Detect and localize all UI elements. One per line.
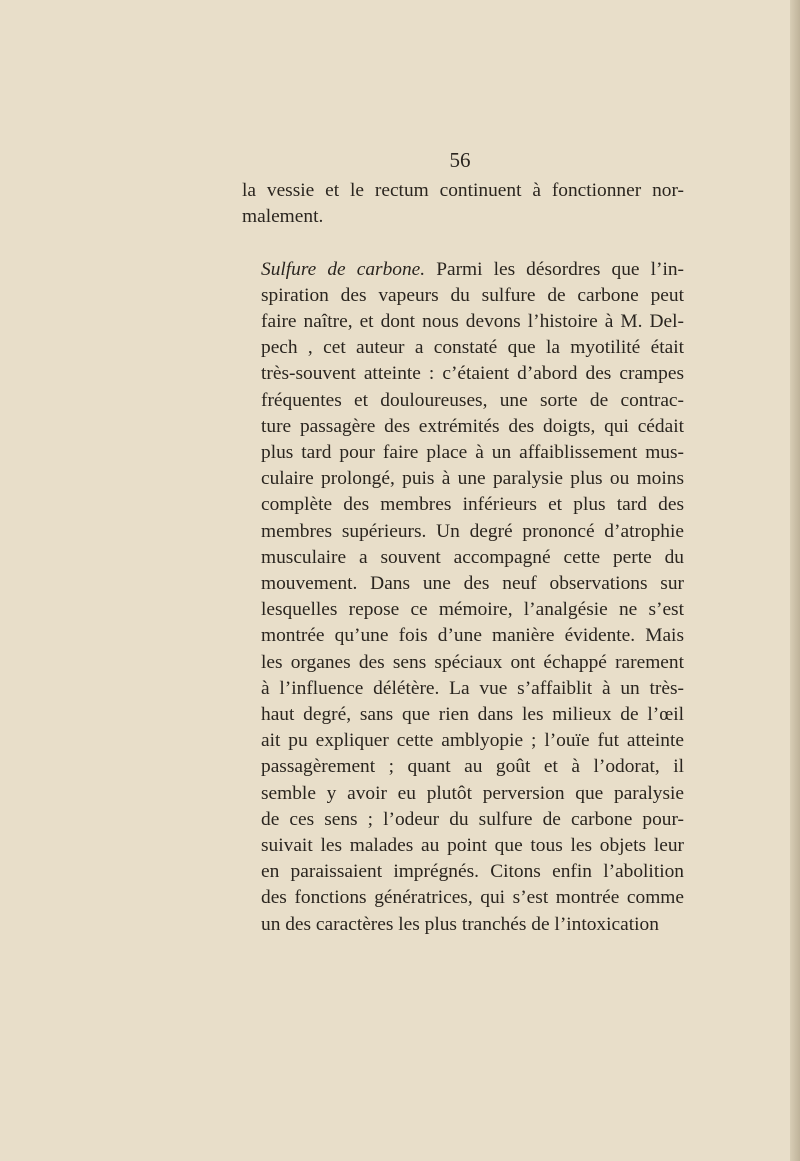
text-line: ait pu expliquer cette amblyopie ; l’ouïe fut atteinte <box>261 730 684 752</box>
text-line: membres supérieurs. Un degré prononcé d’atrophie <box>261 520 684 542</box>
text-line: fréquentes et douloureuses, une sorte de contrac- <box>261 389 684 411</box>
text-line: culaire prolongé, puis à une paralysie plus ou moins <box>261 468 684 490</box>
text-line <box>242 257 684 283</box>
text-line: très-souvent atteinte : c’étaient d’abord des crampes <box>261 363 684 385</box>
text-line: un des caractères les plus tranchés de l’intoxication <box>261 913 659 935</box>
paragraph <box>242 178 684 230</box>
text-line: passagèrement ; quant au goût et à l’odorat, il <box>261 756 684 778</box>
paragraph <box>242 257 684 938</box>
text-line: haut degré, sans que rien dans les milieux de l’œil <box>261 704 684 726</box>
text-line: de ces sens ; l’odeur du sulfure de carbone pour- <box>261 808 684 830</box>
text-line: à l’influence délétère. La vue s’affaiblit à un très- <box>261 677 684 699</box>
text-line: des fonctions génératrices, qui s’est montrée comme <box>261 887 684 909</box>
text-line: en paraissaient imprégnés. Citons enfin l’abolition <box>261 861 684 883</box>
text-line: musculaire a souvent accompagné cette perte du <box>261 546 684 568</box>
text-line: semble y avoir eu plutôt perversion que paralysie <box>261 782 684 804</box>
section-lead: Sulfure de carbone. <box>261 258 426 280</box>
text-line: complète des membres inférieurs et plus tard des <box>261 494 684 516</box>
page-edge <box>790 0 800 1161</box>
text-line: les organes des sens spéciaux ont échappé rarement <box>261 651 684 673</box>
text-line: montrée qu’une fois d’une manière évidente. Mais <box>261 625 684 647</box>
text-line: plus tard pour faire place à un affaiblissement mus- <box>261 442 684 464</box>
text-line: spiration des vapeurs du sulfure de carbone peut <box>261 284 684 306</box>
text-line: suivait les malades au point que tous les objets leur <box>261 835 684 857</box>
text-line: mouvement. Dans une des neuf observations sur <box>261 573 684 595</box>
body-text <box>242 178 684 938</box>
text-line: la vessie et le rectum continuent à fonctionner nor- <box>242 180 684 201</box>
text-line: lesquelles repose ce mémoire, l’analgésie ne s’est <box>261 599 684 621</box>
text-run: Parmi les désordres que l’in- <box>425 258 684 280</box>
text-line: faire naître, et dont nous devons l’histoire à M. Del- <box>261 311 684 332</box>
text-line: pech , cet auteur a constaté que la myotilité était <box>261 337 684 359</box>
text-line: ture passagère des extrémités des doigts, qui cédait <box>261 415 684 437</box>
page-number: 56 <box>449 148 471 172</box>
text-line: malement. <box>242 206 324 228</box>
